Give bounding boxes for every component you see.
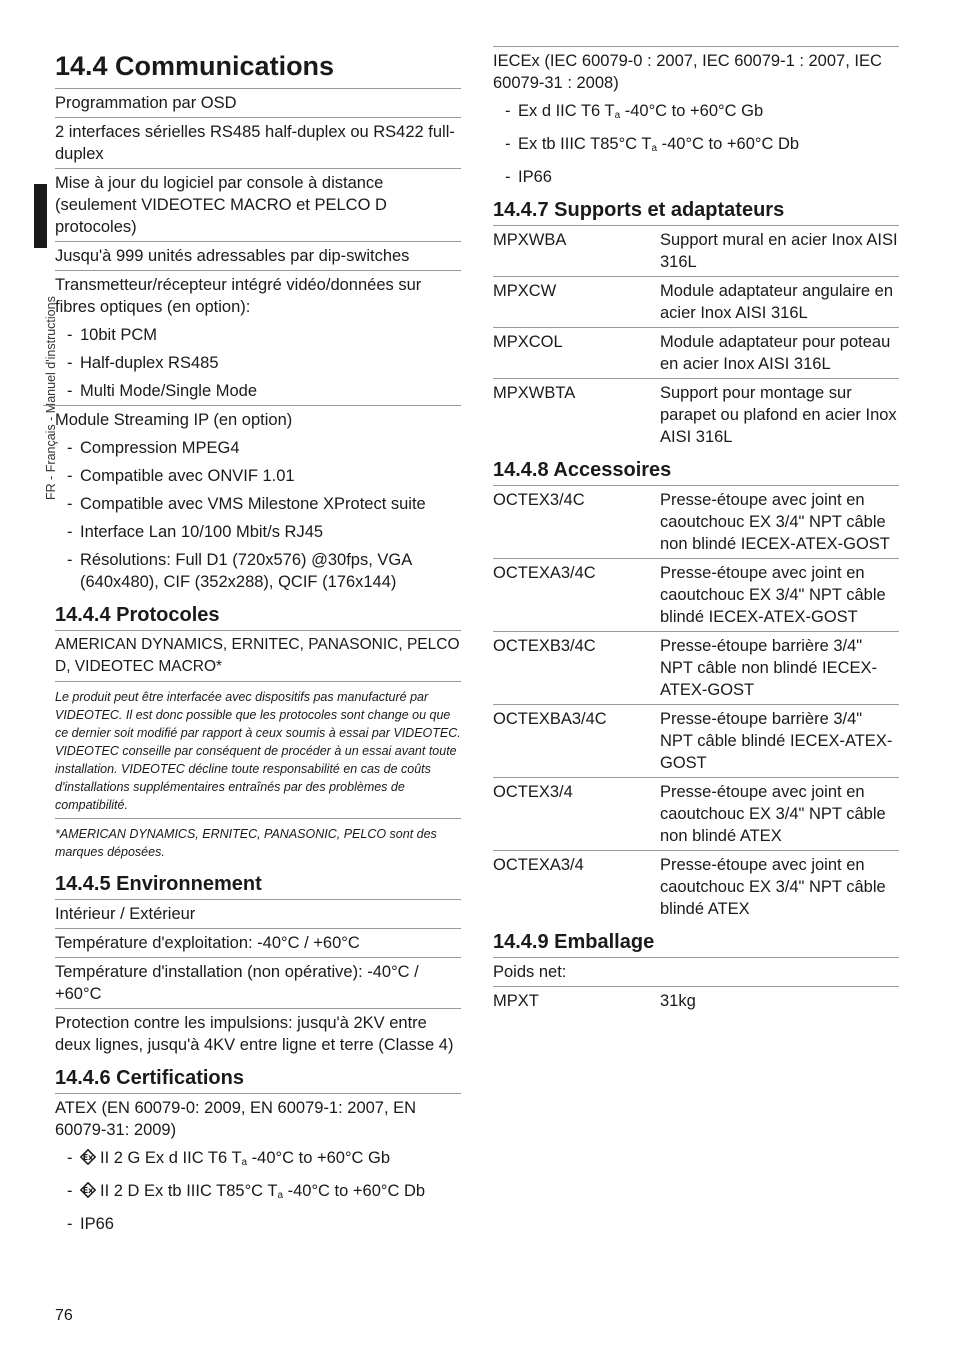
- comm-row-fiber: Transmetteur/récepteur intégré vidéo/données sur fibres optiques (en option):: [55, 276, 422, 316]
- ex-atex-icon: [80, 1149, 96, 1165]
- table-row: OCTEXA3/4 Presse-étoupe avec joint en caoutchouc EX 3/4" NPT câble blindé ATEX: [493, 856, 886, 918]
- env-row: Intérieur / Extérieur: [55, 900, 461, 929]
- accessories-heading: 14.4.8 Accessoires: [493, 451, 899, 486]
- list-item: - Compression MPEG4: [67, 439, 240, 457]
- list-item: - IP66: [505, 168, 552, 186]
- protocols-list: AMERICAN DYNAMICS, ERNITEC, PANASONIC, PELCO D, VIDEOTEC MACRO*: [55, 631, 461, 682]
- list-item: - Multi Mode/Single Mode: [43, 377, 461, 406]
- sidebar-label: FR - Français - Manuel d'instructions: [44, 296, 58, 500]
- packaging-heading: 14.4.9 Emballage: [493, 923, 899, 958]
- page-number: 76: [55, 1307, 73, 1324]
- comm-row-streaming: Module Streaming IP (en option): [55, 411, 293, 429]
- table-row: OCTEX3/4C Presse-étoupe avec joint en caoutchouc EX 3/4" NPT câble non blindé IECEX-ATEX-GOST: [493, 486, 899, 559]
- comm-row-address: Jusqu'à 999 unités adressables par dip-switches: [55, 242, 461, 271]
- list-item: - Half-duplex RS485: [67, 354, 219, 372]
- table-row: OCTEXB3/4C Presse-étoupe barrière 3/4" NPT câble non blindé IECEX-ATEX-GOST: [493, 632, 899, 705]
- list-item: - Ex d IIC T6 $T_a$ -40°C to +60°C Gb: [505, 102, 764, 121]
- table-row: MPXT 31kg: [493, 992, 696, 1010]
- ex-atex-icon: [80, 1182, 96, 1198]
- list-item: - 10bit PCM: [67, 326, 158, 344]
- comm-row-serial: 2 interfaces sérielles RS485 half-duplex ou RS422 full-duplex: [55, 118, 461, 169]
- comm-row-osd: Programmation par OSD: [55, 88, 461, 118]
- environment-heading: 14.4.5 Environnement: [55, 865, 461, 900]
- list-item: - Interface Lan 10/100 Mbit/s RJ45: [67, 523, 324, 541]
- svg-text:Ex: Ex: [82, 1153, 94, 1162]
- certifications-heading: 14.4.6 Certifications: [55, 1059, 461, 1094]
- protocols-heading: 14.4.4 Protocoles: [55, 596, 461, 631]
- list-item: - Compatible avec ONVIF 1.01: [67, 467, 295, 485]
- right-column: [493, 46, 899, 1015]
- supports-heading: 14.4.7 Supports et adaptateurs: [493, 191, 899, 226]
- list-item: - IP66: [67, 1215, 114, 1233]
- side-tab-marker: [34, 184, 47, 248]
- left-column: [55, 48, 461, 1238]
- table-row: MPXWBTA Support pour montage sur parapet ou plafond en acier Inox AISI 316L: [493, 384, 897, 446]
- list-item: - Ex tb IIIC T85°C $T_a$ -40°C to +60°C Db: [505, 135, 800, 154]
- list-item: - Résolutions: Full D1 (720x576) @30fps, VGA (640x480), CIF (352x288), QCIF (176x144): [67, 551, 412, 591]
- table-row: OCTEXBA3/4C Presse-étoupe barrière 3/4" NPT câble blindé IECEX-ATEX-GOST: [493, 705, 899, 778]
- iecex-standards: IECEx (IEC 60079-0 : 2007, IEC 60079-1 : 2007, IEC 60079-31 : 2008): [493, 46, 899, 97]
- env-row: Température d'installation (non opérative): -40°C / +60°C: [55, 958, 461, 1009]
- packaging-label: Poids net:: [493, 958, 899, 987]
- table-row: OCTEX3/4 Presse-étoupe avec joint en caoutchouc EX 3/4" NPT câble non blindé ATEX: [493, 778, 899, 851]
- table-row: MPXCW Module adaptateur angulaire en acier Inox AISI 316L: [493, 277, 899, 328]
- trademark-note: *AMERICAN DYNAMICS, ERNITEC, PANASONIC, PELCO sont des marques déposées.: [55, 827, 437, 859]
- env-row: Température d'exploitation: -40°C / +60°C: [55, 929, 461, 958]
- comm-row-update: Mise à jour du logiciel par console à distance (seulement VIDEOTEC MACRO et PELCO D protocoles): [55, 169, 461, 242]
- atex-standards: ATEX (EN 60079-0: 2009, EN 60079-1: 2007, EN 60079-31: 2009): [55, 1099, 417, 1139]
- env-row: Protection contre les impulsions: jusqu'à 2KV entre deux lignes, jusqu'à 4KV entre ligne et terre (Classe 4): [55, 1014, 454, 1054]
- table-row: MPXWBA Support mural en acier Inox AISI 316L: [493, 226, 899, 277]
- table-row: OCTEXA3/4C Presse-étoupe avec joint en caoutchouc EX 3/4" NPT câble blindé IECEX-ATEX-GOST: [493, 559, 899, 632]
- list-item: - Ex II 2 G Ex d IIC T6 $T_a$ -40°C to +60°C Gb: [67, 1149, 391, 1168]
- protocols-note: Le produit peut être interfacée avec dispositifs pas manufacturé par VIDEOTEC. Il est donc possible que les protocoles sont change ou que ce dernier soit modifié par rapport à ceux soumis à essai par VIDEOTEC. VIDEOTEC conseille par conséquent de procéder à un essai avant toute installation. VIDEOTEC décline toute responsabilité en cas de coûts d'installations supplémentaires entraînés par des problèmes de compatibilité.: [55, 682, 461, 819]
- list-item: - Ex II 2 D Ex tb IIIC T85°C $T_a$ -40°C to +60°C Db: [67, 1182, 426, 1201]
- table-row: MPXCOL Module adaptateur pour poteau en acier Inox AISI 316L: [493, 328, 899, 379]
- list-item: - Compatible avec VMS Milestone XProtect suite: [67, 495, 426, 513]
- section-title: 14.4 Communications: [55, 51, 335, 81]
- svg-text:Ex: Ex: [82, 1186, 94, 1195]
